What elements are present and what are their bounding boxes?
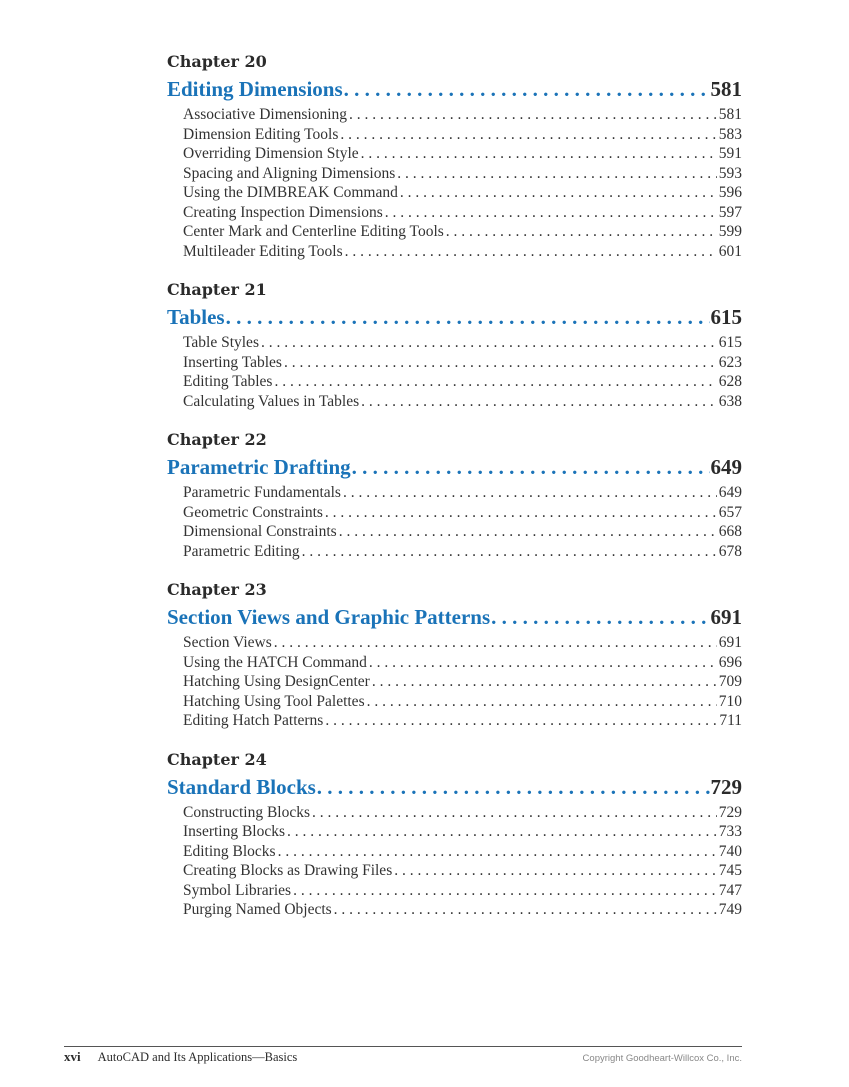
chapter-label: Chapter 24 — [167, 749, 267, 769]
chapter-title-row[interactable] — [167, 304, 742, 330]
chapter-23 — [167, 580, 742, 731]
entry-page: 745 — [718, 862, 742, 879]
chapter-title-row[interactable] — [167, 604, 742, 630]
entry-page: 628 — [718, 373, 742, 390]
chapter-page: 615 — [710, 305, 742, 329]
entry-title[interactable]: Dimensional Constraints — [183, 523, 337, 540]
entry-title[interactable]: Table Styles — [183, 334, 259, 351]
entry-page: 709 — [718, 673, 742, 690]
entry-page: 615 — [718, 334, 742, 351]
chapter-title[interactable]: Editing Dimensions — [167, 77, 343, 101]
toc-entry[interactable] — [183, 203, 742, 223]
entry-page: 583 — [718, 125, 742, 143]
dot-leader — [361, 392, 717, 412]
entry-title[interactable]: Inserting Blocks — [183, 823, 286, 840]
dot-leader — [325, 711, 717, 731]
page-footer — [64, 1046, 742, 1065]
chapter-24 — [167, 750, 742, 920]
entry-page: 657 — [718, 503, 742, 521]
entry-page: 581 — [718, 106, 742, 123]
entry-title[interactable]: Hatching Using DesignCenter — [183, 673, 370, 690]
dot-leader — [293, 881, 717, 901]
toc-entry[interactable] — [183, 392, 742, 412]
entry-title[interactable]: Hatching Using Tool Palettes — [183, 692, 365, 710]
dot-leader — [385, 203, 717, 223]
entry-title[interactable]: Creating Blocks as Drawing Files — [183, 862, 393, 879]
toc-entry[interactable] — [183, 881, 742, 901]
entry-title[interactable]: Inserting Tables — [183, 353, 282, 371]
table-of-contents — [167, 52, 742, 939]
chapter-title[interactable]: Tables — [167, 305, 225, 329]
chapter-label: Chapter 21 — [167, 280, 267, 299]
chapter-label: Chapter 20 — [167, 52, 267, 71]
section-list — [183, 803, 742, 920]
footer-copyright: Copyright Goodheart-Willcox Co., Inc. — [582, 1053, 742, 1064]
section-list — [183, 105, 742, 261]
entry-page: 710 — [718, 692, 742, 710]
dot-leader — [302, 542, 717, 562]
toc-entry[interactable] — [183, 372, 742, 392]
toc-entry[interactable] — [183, 692, 742, 712]
entry-page: 747 — [718, 881, 742, 899]
footer-book-title: AutoCAD and Its Applications—Basics — [97, 1050, 298, 1064]
entry-title[interactable]: Using the DIMBREAK Command — [183, 184, 398, 201]
entry-title[interactable]: Editing Blocks — [183, 842, 276, 860]
dot-leader — [345, 242, 717, 262]
entry-title[interactable]: Creating Inspection Dimensions — [183, 203, 383, 221]
toc-entry[interactable] — [183, 222, 742, 242]
toc-entry[interactable] — [183, 653, 742, 673]
dot-leader — [394, 861, 717, 881]
toc-entry[interactable] — [183, 503, 742, 523]
chapter-label: Chapter 23 — [167, 580, 267, 599]
dot-leader — [274, 633, 717, 653]
entry-page: 740 — [718, 842, 742, 860]
entry-title[interactable]: Section Views — [183, 634, 272, 651]
entry-page: 638 — [718, 392, 742, 410]
entry-title[interactable]: Parametric Fundamentals — [183, 484, 341, 501]
dot-leader — [352, 454, 710, 480]
dot-leader — [334, 900, 717, 920]
dot-leader — [274, 372, 716, 392]
entry-page: 593 — [718, 164, 742, 182]
entry-title[interactable]: Symbol Libraries — [183, 881, 292, 899]
toc-entry[interactable] — [183, 672, 742, 692]
chapter-page: 691 — [710, 605, 742, 629]
toc-entry[interactable] — [183, 105, 742, 125]
entry-title[interactable]: Geometric Constraints — [183, 503, 323, 521]
toc-entry[interactable] — [183, 900, 742, 920]
entry-page: 599 — [718, 223, 742, 240]
section-list — [183, 483, 742, 561]
chapter-title-row[interactable] — [167, 774, 742, 800]
chapter-title-row[interactable] — [167, 76, 742, 102]
dot-leader — [446, 222, 717, 242]
dot-leader — [361, 144, 717, 164]
toc-entry[interactable] — [183, 242, 742, 262]
chapter-title-row[interactable] — [167, 454, 742, 480]
toc-entry[interactable] — [183, 803, 742, 823]
entry-title[interactable]: Overriding Dimension Style — [183, 145, 359, 162]
dot-leader — [261, 333, 717, 353]
entry-page: 623 — [718, 353, 742, 371]
dot-leader — [325, 503, 717, 523]
entry-page: 729 — [718, 803, 742, 821]
entry-title[interactable]: Associative Dimensioning — [183, 106, 348, 123]
dot-leader — [349, 105, 717, 125]
dot-leader — [344, 76, 710, 102]
dot-leader — [278, 842, 717, 862]
dot-leader — [226, 304, 710, 330]
chapter-title[interactable]: Parametric Drafting — [167, 455, 351, 479]
entry-page: 749 — [718, 901, 742, 918]
dot-leader — [284, 353, 717, 373]
entry-title[interactable]: Purging Named Objects — [183, 901, 332, 918]
entry-title[interactable]: Multileader Editing Tools — [183, 242, 343, 260]
entry-title[interactable]: Using the HATCH Command — [183, 653, 367, 671]
entry-title[interactable]: Spacing and Aligning Dimensions — [183, 164, 396, 182]
entry-page: 601 — [718, 242, 742, 260]
toc-entry[interactable] — [183, 353, 742, 373]
dot-leader — [367, 692, 717, 712]
dot-leader — [339, 522, 717, 542]
entry-page: 696 — [718, 653, 742, 671]
chapter-page: 649 — [710, 455, 742, 479]
toc-entry[interactable] — [183, 822, 742, 842]
entry-title[interactable]: Dimension Editing Tools — [183, 125, 339, 143]
chapter-title[interactable]: Standard Blocks — [167, 774, 316, 799]
chapter-21 — [167, 280, 742, 411]
chapter-20 — [167, 52, 742, 261]
dot-leader — [397, 164, 716, 184]
toc-entry[interactable] — [183, 633, 742, 653]
dot-leader — [400, 183, 717, 203]
entry-page: 691 — [718, 634, 742, 651]
toc-entry[interactable] — [183, 483, 742, 503]
dot-leader — [340, 125, 716, 145]
chapter-page: 729 — [710, 774, 742, 799]
section-list — [183, 333, 742, 411]
chapter-page: 581 — [710, 77, 742, 101]
entry-title[interactable]: Calculating Values in Tables — [183, 392, 360, 410]
entry-page: 668 — [718, 523, 742, 540]
chapter-22 — [167, 430, 742, 561]
toc-entry[interactable] — [183, 861, 742, 881]
toc-entry[interactable] — [183, 522, 742, 542]
entry-title[interactable]: Constructing Blocks — [183, 803, 311, 821]
toc-entry[interactable] — [183, 333, 742, 353]
entry-page: 649 — [718, 484, 742, 501]
dot-leader — [491, 604, 709, 630]
entry-title[interactable]: Center Mark and Centerline Editing Tools — [183, 223, 444, 240]
entry-page: 591 — [718, 145, 742, 162]
entry-page: 597 — [718, 203, 742, 221]
toc-entry[interactable] — [183, 144, 742, 164]
toc-entry[interactable] — [183, 842, 742, 862]
toc-entry[interactable] — [183, 164, 742, 184]
toc-entry[interactable] — [183, 183, 742, 203]
entry-title[interactable]: Parametric Editing — [183, 542, 300, 560]
entry-page: 596 — [718, 184, 742, 201]
entry-page: 711 — [719, 712, 742, 729]
dot-leader — [369, 653, 717, 673]
chapter-title[interactable]: Section Views and Graphic Patterns — [167, 605, 491, 629]
entry-title[interactable]: Editing Tables — [183, 373, 273, 390]
dot-leader — [372, 672, 717, 692]
entry-page: 733 — [718, 823, 742, 840]
entry-page: 678 — [718, 542, 742, 560]
toc-entry[interactable] — [183, 542, 742, 562]
dot-leader — [287, 822, 717, 842]
entry-title[interactable]: Editing Hatch Patterns — [183, 712, 324, 729]
dot-leader — [343, 483, 717, 503]
dot-leader — [312, 803, 717, 823]
chapter-label: Chapter 22 — [167, 430, 267, 449]
footer-page-number: xvi — [64, 1049, 81, 1064]
toc-entry[interactable] — [183, 711, 742, 731]
dot-leader — [317, 774, 710, 800]
section-list — [183, 633, 742, 731]
toc-entry[interactable] — [183, 125, 742, 145]
